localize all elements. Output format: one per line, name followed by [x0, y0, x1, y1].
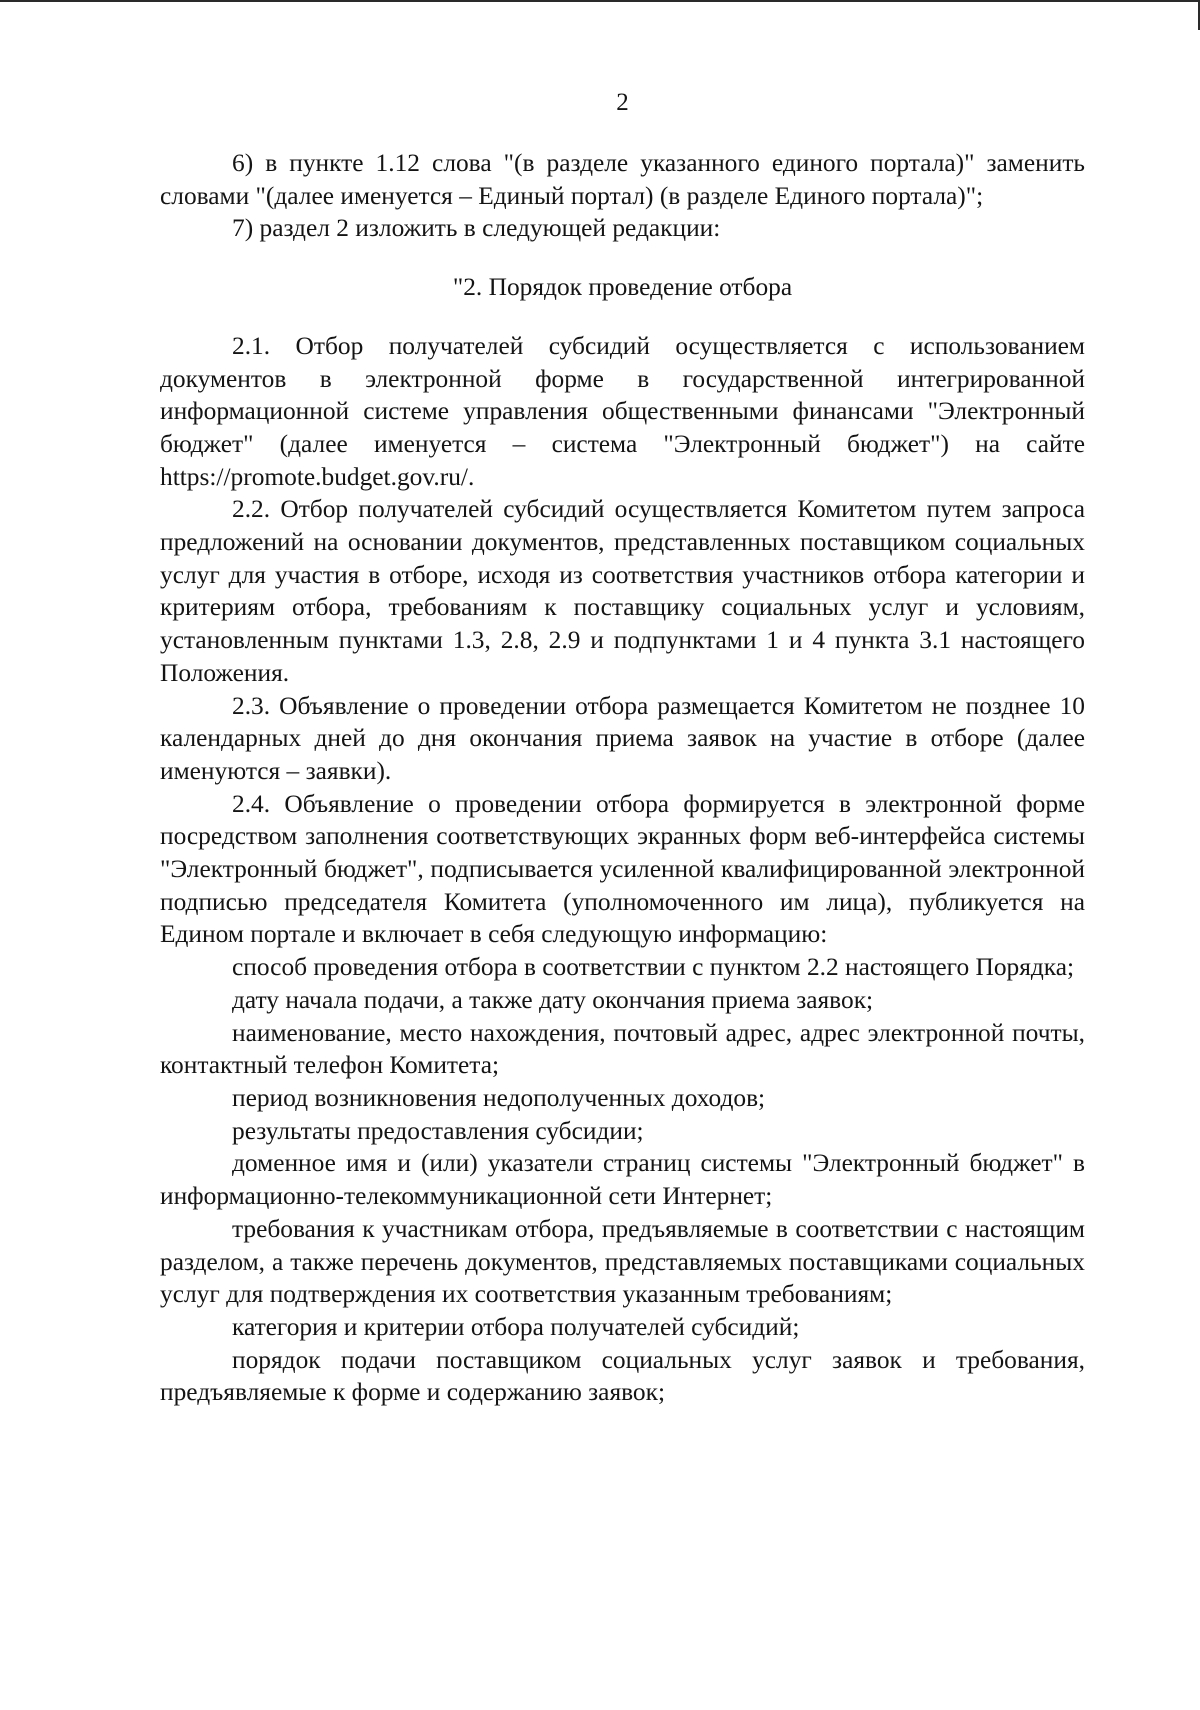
section-heading: "2. Порядок проведение отбора [452, 273, 793, 302]
list-item-selection-method: способ проведения отбора в соответствии с пунктом 2.2 настоящего Порядка; [232, 953, 1075, 982]
list-item-income-period: период возникновения недополученных доходов; [232, 1083, 766, 1112]
list-item-criteria: категория и критерии отбора получателей субсидий; [232, 1312, 800, 1341]
paragraph-2-2: 2.2. Отбор получателей субсидий осуществляется Комитетом путем запроса предложений на основании документов, представленных поставщиком социальных услуг для участия в отборе, исходя из соответствия участников отбора категории и критериям отбора, требованиям к поставщику социальных услуг и условиям, установленным пунктами 1.3, 2.8, 2.9 и подпунктами 1 и 4 пункта 3.1 настоящего Положения. [160, 495, 1085, 687]
scan-edge-top [0, 0, 1200, 2]
document-body [160, 147, 1085, 1409]
page-number: 2 [616, 89, 629, 116]
paragraph-item-7: 7) раздел 2 изложить в следующей редакции: [232, 214, 721, 243]
paragraph-item-6: 6) в пункте 1.12 слова "(в разделе указанного единого портала)" заменить словами "(далее именуется – Единый портал) (в разделе Единого портала)"; [160, 149, 1085, 210]
paragraph-2-1: 2.1. Отбор получателей субсидий осуществляется с использованием документов в электронной форме в государственной интегрированной информационной системе управления общественными финансами "Электронный бюджет" (далее именуется – система "Электронный бюджет") на сайте https://promote.budget.gov.ru/. [160, 331, 1085, 491]
list-item-results: результаты предоставления субсидии; [232, 1116, 644, 1145]
list-item-dates: дату начала подачи, а также дату окончания приема заявок; [232, 985, 874, 1014]
paragraph-2-3: 2.3. Объявление о проведении отбора размещается Комитетом не позднее 10 календарных дней до дня окончания приема заявок на участие в отборе (далее именуются – заявки). [160, 691, 1085, 785]
list-item-domain: доменное имя и (или) указатели страниц системы "Электронный бюджет" в информационно-телекоммуникационной сети Интернет; [160, 1149, 1085, 1211]
list-item-submission-order: порядок подачи поставщиком социальных услуг заявок и требования, предъявляемые к форме и содержанию заявок; [160, 1345, 1085, 1407]
paragraph-2-4: 2.4. Объявление о проведении отбора формируется в электронной форме посредством заполнения соответствующих экранных форм веб-интерфейса системы "Электронный бюджет", подписывается усиленной квалифицированной электронной подписью председателя Комитета (уполномоченного им лица), публикуется на Едином портале и включает в себя следующую информацию: [160, 789, 1085, 949]
list-item-contacts: наименование, место нахождения, почтовый адрес, адрес электронной почты, контактный телефон Комитета; [160, 1018, 1085, 1080]
list-item-requirements: требования к участникам отбора, предъявляемые в соответствии с настоящим разделом, а также перечень документов, представляемых поставщиками социальных услуг для подтверждения их соответствия указанным требованиям; [160, 1214, 1085, 1309]
